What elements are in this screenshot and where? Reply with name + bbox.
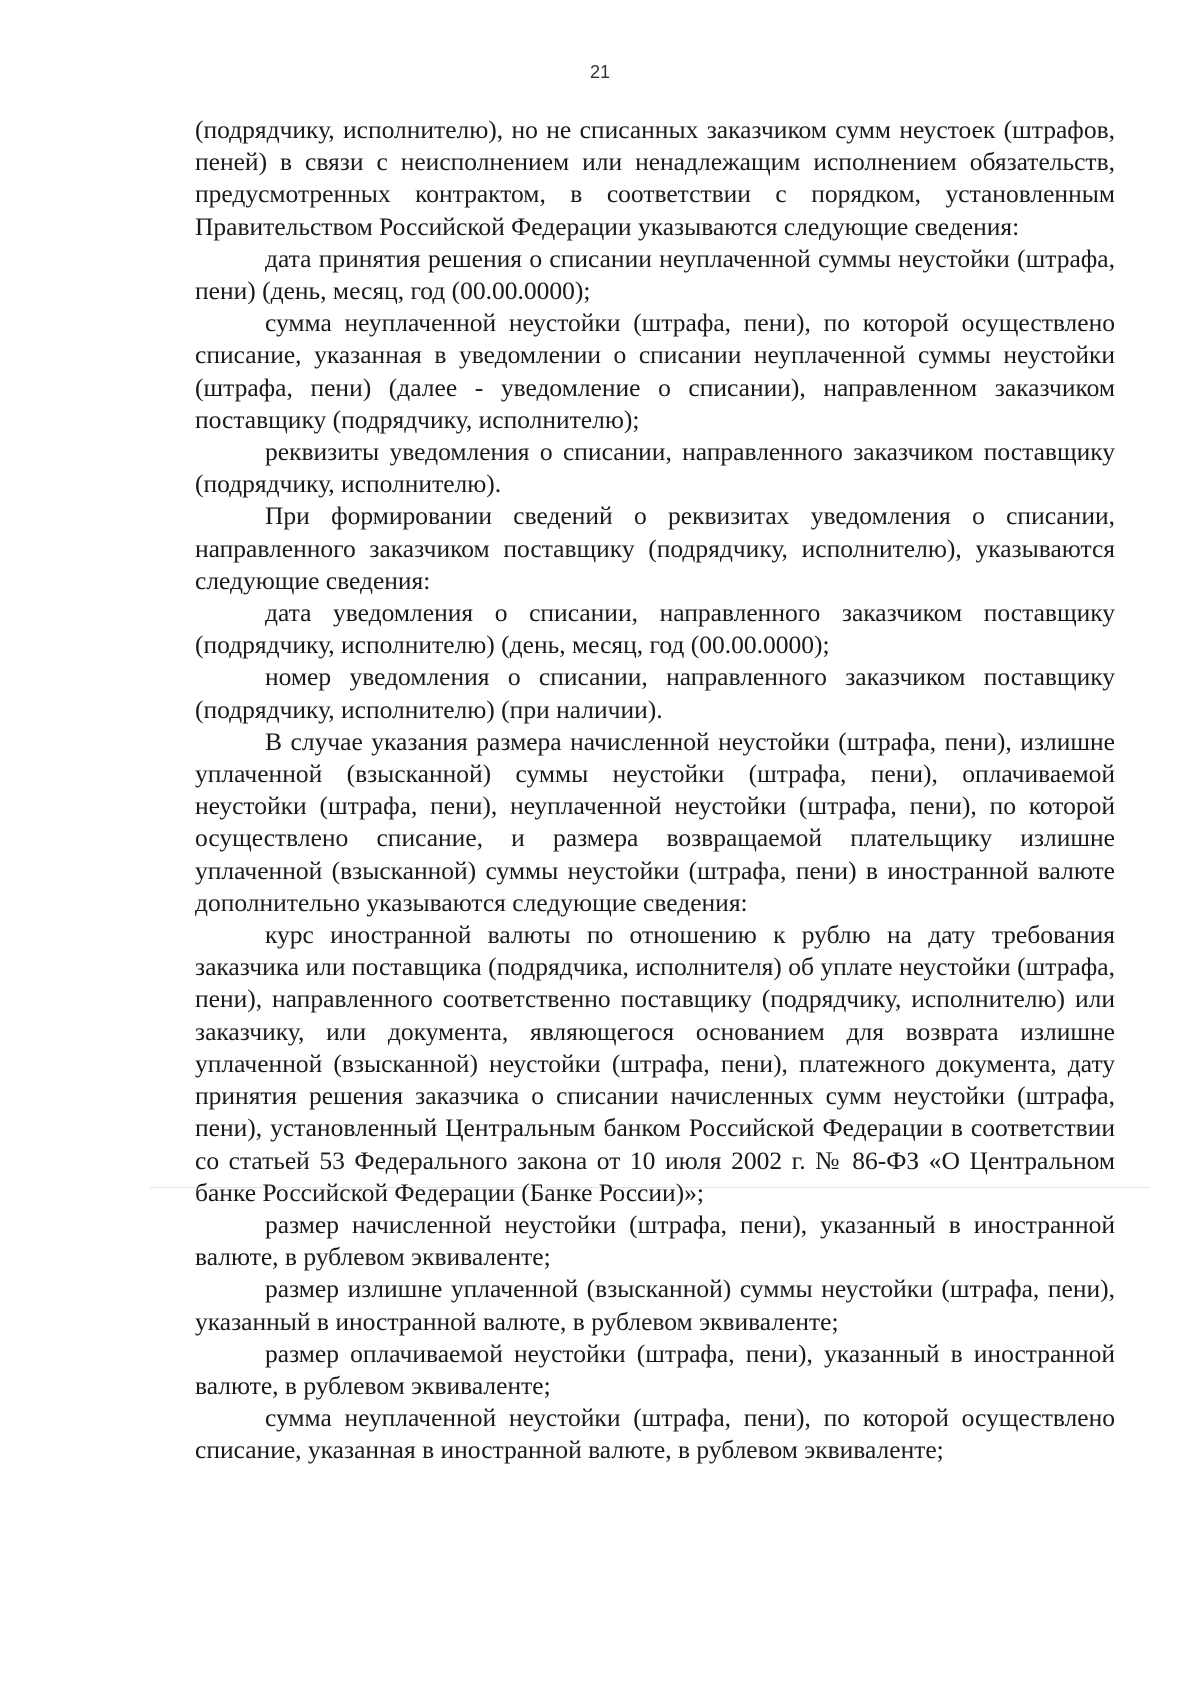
paragraph: В случае указания размера начисленной неустойки (штрафа, пени), излишне уплаченной (взысканной) суммы неустойки (штрафа, пени), оплачиваемой неустойки (штрафа, пени), неуплаченной неустойки (штрафа, пени), по которой осуществлено списание, и размера возвращаемой плательщику излишне уплаченной (взысканной) суммы неустойки (штрафа, пени) в иностранной валюте дополнительно указываются следующие сведения: (195, 726, 1115, 917)
paragraph: размер начисленной неустойки (штрафа, пени), указанный в иностранной валюте, в рублевом эквиваленте; (195, 1209, 1115, 1272)
paragraph: курс иностранной валюты по отношению к рублю на дату требования заказчика или поставщика (подрядчика, исполнителя) об уплате неустойки (штрафа, пени), направленного соответственно поставщику (подрядчику, исполнителю) или заказчику, или документа, являющегося основанием для возврата излишне уплаченной (взысканной) неустойки (штрафа, пени), платежного документа, дату принятия решения заказчика о списании начисленных сумм неустойки (штрафа, пени), установленный Центральным банком Российской Федерации в соответствии со статьей 53 Федерального закона от 10 июля 2002 г. № 86-ФЗ «О Центральном банке Российской Федерации (Банке России)»; (195, 920, 1115, 1207)
paragraph: размер оплачиваемой неустойки (штрафа, пени), указанный в иностранной валюте, в рублевом эквиваленте; (195, 1338, 1115, 1400)
page-number: 21 (589, 62, 611, 82)
paragraph: размер излишне уплаченной (взысканной) суммы неустойки (штрафа, пени), указанный в иностранной валюте, в рублевом эквиваленте; (195, 1274, 1115, 1336)
paragraph: номер уведомления о списании, направленного заказчиком поставщику (подрядчику, исполнителю) (при наличии). (195, 662, 1115, 724)
paragraph: (подрядчику, исполнителю), но не списанных заказчиком сумм неустоек (штрафов, пеней) в связи с неисполнением или ненадлежащим исполнением обязательств, предусмотренных контрактом, в соответствии с порядком, установленным Правительством Российской Федерации указываются следующие сведения: (195, 115, 1115, 241)
paragraph: дата уведомления о списании, направленного заказчиком поставщику (подрядчику, исполнителю) (день, месяц, год (00.00.0000); (195, 598, 1115, 660)
paragraph: реквизиты уведомления о списании, направленного заказчиком поставщику (подрядчику, исполнителю). (195, 437, 1115, 499)
paragraph: При формировании сведений о реквизитах уведомления о списании, направленного заказчиком поставщику (подрядчику, исполнителю), указываются следующие сведения: (195, 501, 1115, 595)
paragraph: сумма неуплаченной неустойки (штрафа, пени), по которой осуществлено списание, указанная в иностранной валюте, в рублевом эквиваленте; (195, 1403, 1115, 1465)
document-body (195, 114, 1115, 1467)
paragraph: дата принятия решения о списании неуплаченной суммы неустойки (штрафа, пени) (день, месяц, год (00.00.0000); (195, 243, 1115, 306)
paragraph: сумма неуплаченной неустойки (штрафа, пени), по которой осуществлено списание, указанная в уведомлении о списании неуплаченной суммы неустойки (штрафа, пени) (далее - уведомление о списании), направленном заказчиком поставщику (подрядчику, исполнителю); (195, 308, 1115, 434)
